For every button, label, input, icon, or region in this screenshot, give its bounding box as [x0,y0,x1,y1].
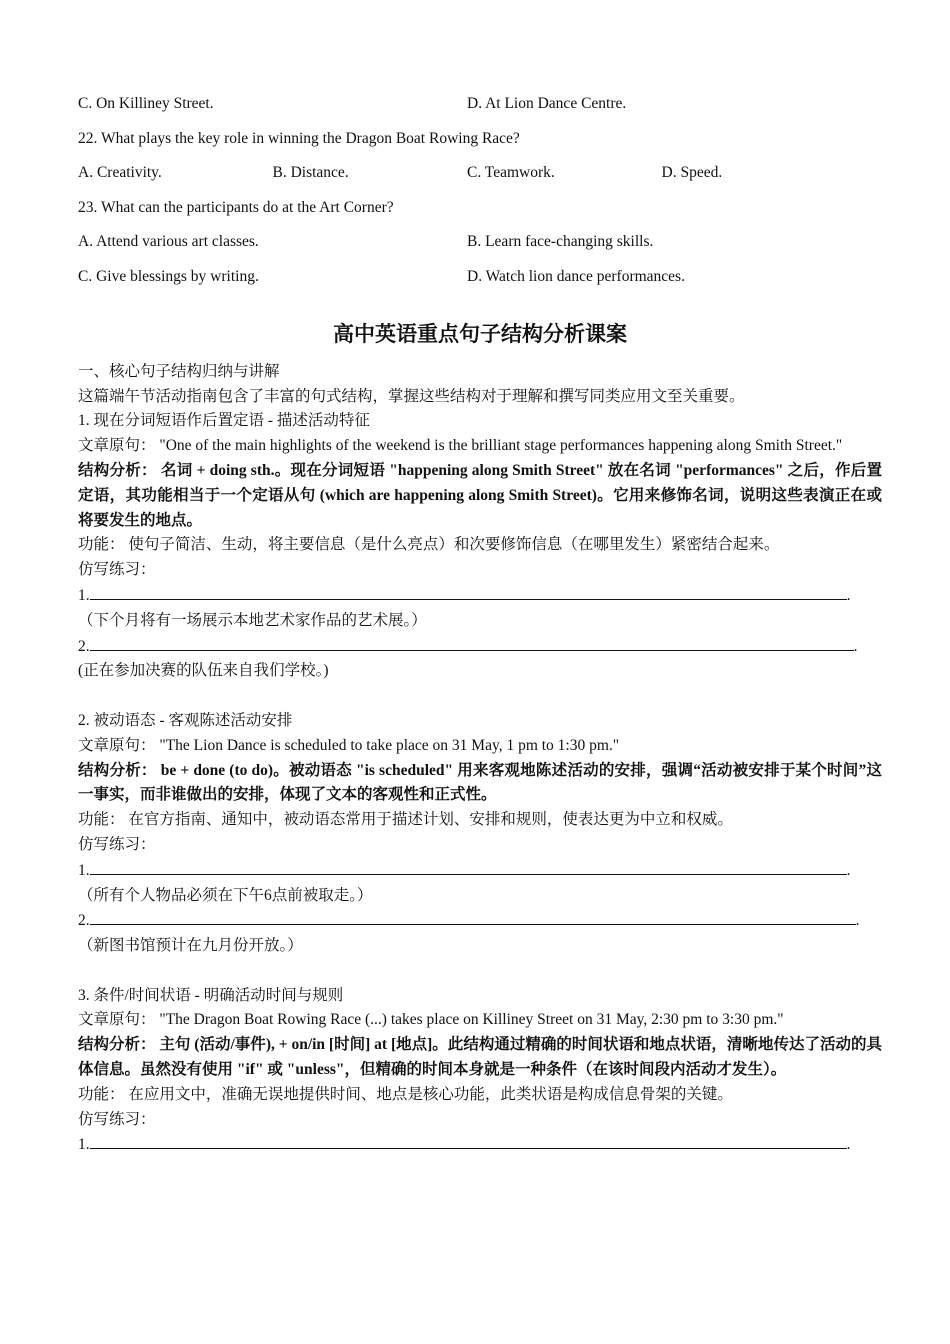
q22-option-b: B. Distance. [272,164,349,182]
q23-option-b: B. Learn face-changing skills. [467,233,654,251]
item-1-function: 功能： 使句子简洁、生动，将主要信息（是什么亮点）和次要修饰信息（在哪里发生）紧密结合起来。 [78,536,780,554]
q23-option-a: A. Attend various art classes. [78,233,259,251]
item-2-practice-1 [78,858,882,884]
q23-stem: 23. What can the participants do at the Art Corner? [78,198,394,216]
item-2-structure-analysis: 结构分析： be + done (to do)。被动语态 "is scheduled" 用来客观地陈述活动的安排，强调“活动被安排于某个时间”这一事实，而非谁做出的安排，体现了文本的客观性和正式性。 [78,761,882,804]
item-2-practice-2-hint: （新图书馆预计在九月份开放。） [78,937,303,955]
item-1-structure-analysis: 结构分析： 名词 + doing sth.。现在分词短语 "happening along Smith Street" 放在名词 "performances" 之后，作后置定语，其功能相当于一个定语从句 (which are happening along Smith Street)。它用来修饰名词，说明这些表演正在或将要发生的地点。 [78,461,882,529]
practice-end: . [855,912,860,930]
practice-number: 1. [78,861,90,879]
practice-number: 1. [78,586,90,604]
item-1-practice-1-hint: （下个月将有一场展示本地艺术家作品的艺术展。） [78,611,427,629]
q22-options-row [78,161,882,186]
q22-option-d: D. Speed. [661,164,723,182]
item-1-practice-2 [78,634,882,660]
q22-option-a: A. Creativity. [78,164,162,182]
document-page [78,92,882,1158]
item-1-practice-label: 仿写练习： [78,561,156,579]
q22-option-c: C. Teamwork. [467,164,555,182]
practice-number: 2. [78,637,90,655]
item-1-original-sentence: 文章原句： "One of the main highlights of the weekend is the brilliant stage performances happening along Smith Street." [78,437,843,455]
practice-end: . [846,586,851,604]
answer-blank[interactable] [90,908,856,925]
q21-option-c: C. On Killiney Street. [78,95,214,112]
q21-option-d: D. At Lion Dance Centre. [467,95,627,112]
item-3-original-sentence: 文章原句： "The Dragon Boat Rowing Race (...) takes place on Killiney Street on 31 May, 2:30 pm to 3:30 pm." [78,1011,784,1029]
answer-blank[interactable] [90,1132,847,1149]
item-2-function: 功能： 在官方指南、通知中，被动语态常用于描述计划、安排和规则，使表达更为中立和权威。 [78,811,733,829]
practice-end: . [846,1136,851,1154]
item-1-practice-2-hint: (正在参加决赛的队伍来自我们学校。) [78,662,329,680]
item-1-practice-1 [78,583,882,609]
practice-number: 2. [78,912,90,930]
section-heading: 一、核心句子结构归纳与讲解 [78,362,280,380]
item-2-original-sentence: 文章原句： "The Lion Dance is scheduled to take place on 31 May, 1 pm to 1:30 pm." [78,736,620,754]
answer-blank[interactable] [90,858,847,875]
practice-number: 1. [78,1136,90,1154]
q22-stem: 22. What plays the key role in winning the Dragon Boat Rowing Race? [78,129,520,147]
item-3-practice-1 [78,1132,882,1158]
answer-blank[interactable] [90,634,854,651]
lesson-title: 高中英语重点句子结构分析课案 [333,321,627,346]
section-intro: 这篇端午节活动指南包含了丰富的句式结构，掌握这些结构对于理解和撰写同类应用文至关重要。 [78,387,745,405]
q23-option-d: D. Watch lion dance performances. [467,267,685,285]
answer-blank[interactable] [90,583,847,600]
practice-end: . [846,861,851,879]
q23-option-c: C. Give blessings by writing. [78,267,259,285]
item-2-heading: 2. 被动语态 - 客观陈述活动安排 [78,711,293,729]
item-2-practice-label: 仿写练习： [78,835,156,853]
q23-options-row-1 [78,230,882,255]
item-3-heading: 3. 条件/时间状语 - 明确活动时间与规则 [78,986,344,1004]
q23-options-row-2 [78,265,882,290]
item-2-practice-2 [78,908,882,934]
item-1-heading: 1. 现在分词短语作后置定语 - 描述活动特征 [78,412,370,430]
practice-end: . [853,637,858,655]
item-3-practice-label: 仿写练习： [78,1110,156,1128]
q21-options-row [78,92,882,117]
item-3-function: 功能： 在应用文中，准确无误地提供时间、地点是核心功能，此类状语是构成信息骨架的关键。 [78,1085,733,1103]
item-3-structure-analysis: 结构分析： 主句 (活动/事件), + on/in [时间] at [地点]。此结构通过精确的时间状语和地点状语，清晰地传达了活动的具体信息。虽然没有使用 "if" 或 "unless"，但精确的时间本身就是一种条件（在该时间段内活动才发生）。 [78,1036,882,1079]
item-2-practice-1-hint: （所有个人物品必须在下午6点前被取走。） [78,886,373,904]
